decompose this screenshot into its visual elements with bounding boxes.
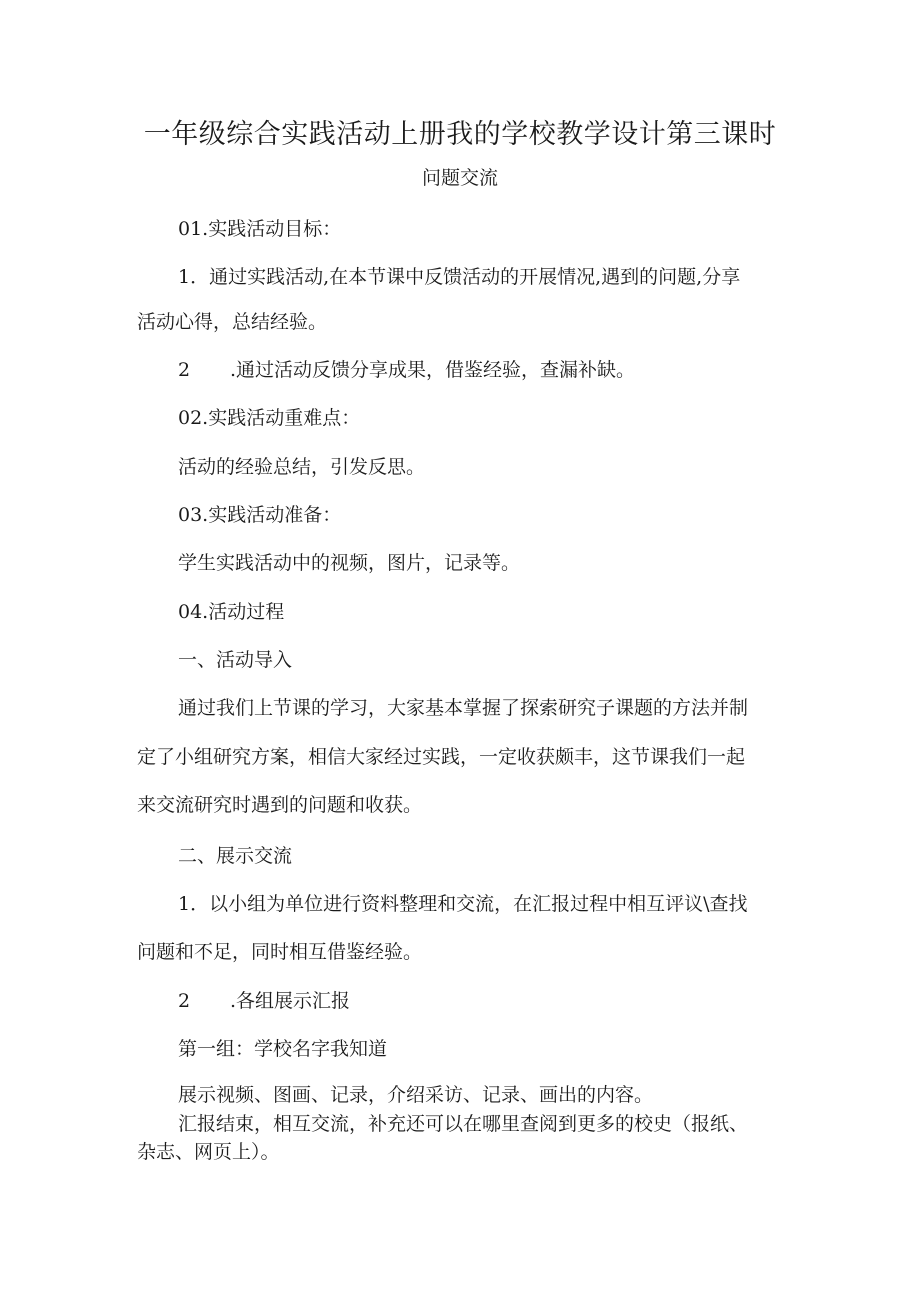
paragraph-line: 1．通过实践活动,在本节课中反馈活动的开展情况,遇到的问题,分享 [178, 266, 741, 288]
section-heading: 03.实践活动准备： [178, 504, 342, 526]
section-heading: 一、活动导入 [178, 649, 293, 671]
paragraph-line: 活动心得，总结经验。 [137, 311, 328, 333]
section-heading: 01.实践活动目标： [178, 218, 342, 240]
paragraph-line: 定了小组研究方案，相信大家经过实践，一定收获颇丰，这节课我们一起 [137, 746, 746, 768]
item-text: .各组展示汇报 [230, 990, 351, 1012]
paragraph-line: 杂志、网页上）。 [137, 1141, 280, 1163]
paragraph-line: 1．以小组为单位进行资料整理和交流，在汇报过程中相互评议\查找 [178, 893, 748, 915]
item-number: 2 [178, 990, 191, 1012]
paragraph-line: 学生实践活动中的视频，图片，记录等。 [178, 552, 521, 574]
paragraph-line [178, 355, 635, 382]
paragraph-line: 活动的经验总结，引发反思。 [178, 456, 426, 478]
item-number: 2 [178, 359, 191, 381]
item-text: .通过活动反馈分享成果，借鉴经验，查漏补缺。 [230, 359, 636, 381]
paragraph-line: 第一组：学校名字我知道 [178, 1038, 388, 1060]
paragraph-line [178, 986, 350, 1013]
paragraph-line: 通过我们上节课的学习，大家基本掌握了探索研究子课题的方法并制 [178, 697, 749, 719]
document-title: 一年级综合实践活动上册我的学校教学设计第三课时 [143, 119, 777, 150]
document-subtitle: 问题交流 [421, 167, 498, 189]
section-heading: 02.实践活动重难点： [178, 407, 361, 429]
paragraph-line: 汇报结束，相互交流，补充还可以在哪里查阅到更多的校史（报纸、 [178, 1113, 749, 1135]
section-heading: 04.活动过程 [178, 601, 285, 623]
paragraph-line: 问题和不足，同时相互借鉴经验。 [137, 941, 423, 963]
paragraph-line: 来交流研究时遇到的问题和收获。 [137, 794, 423, 816]
paragraph-line: 展示视频、图画、记录，介绍采访、记录、画出的内容。 [178, 1084, 654, 1106]
section-heading: 二、展示交流 [178, 845, 293, 867]
